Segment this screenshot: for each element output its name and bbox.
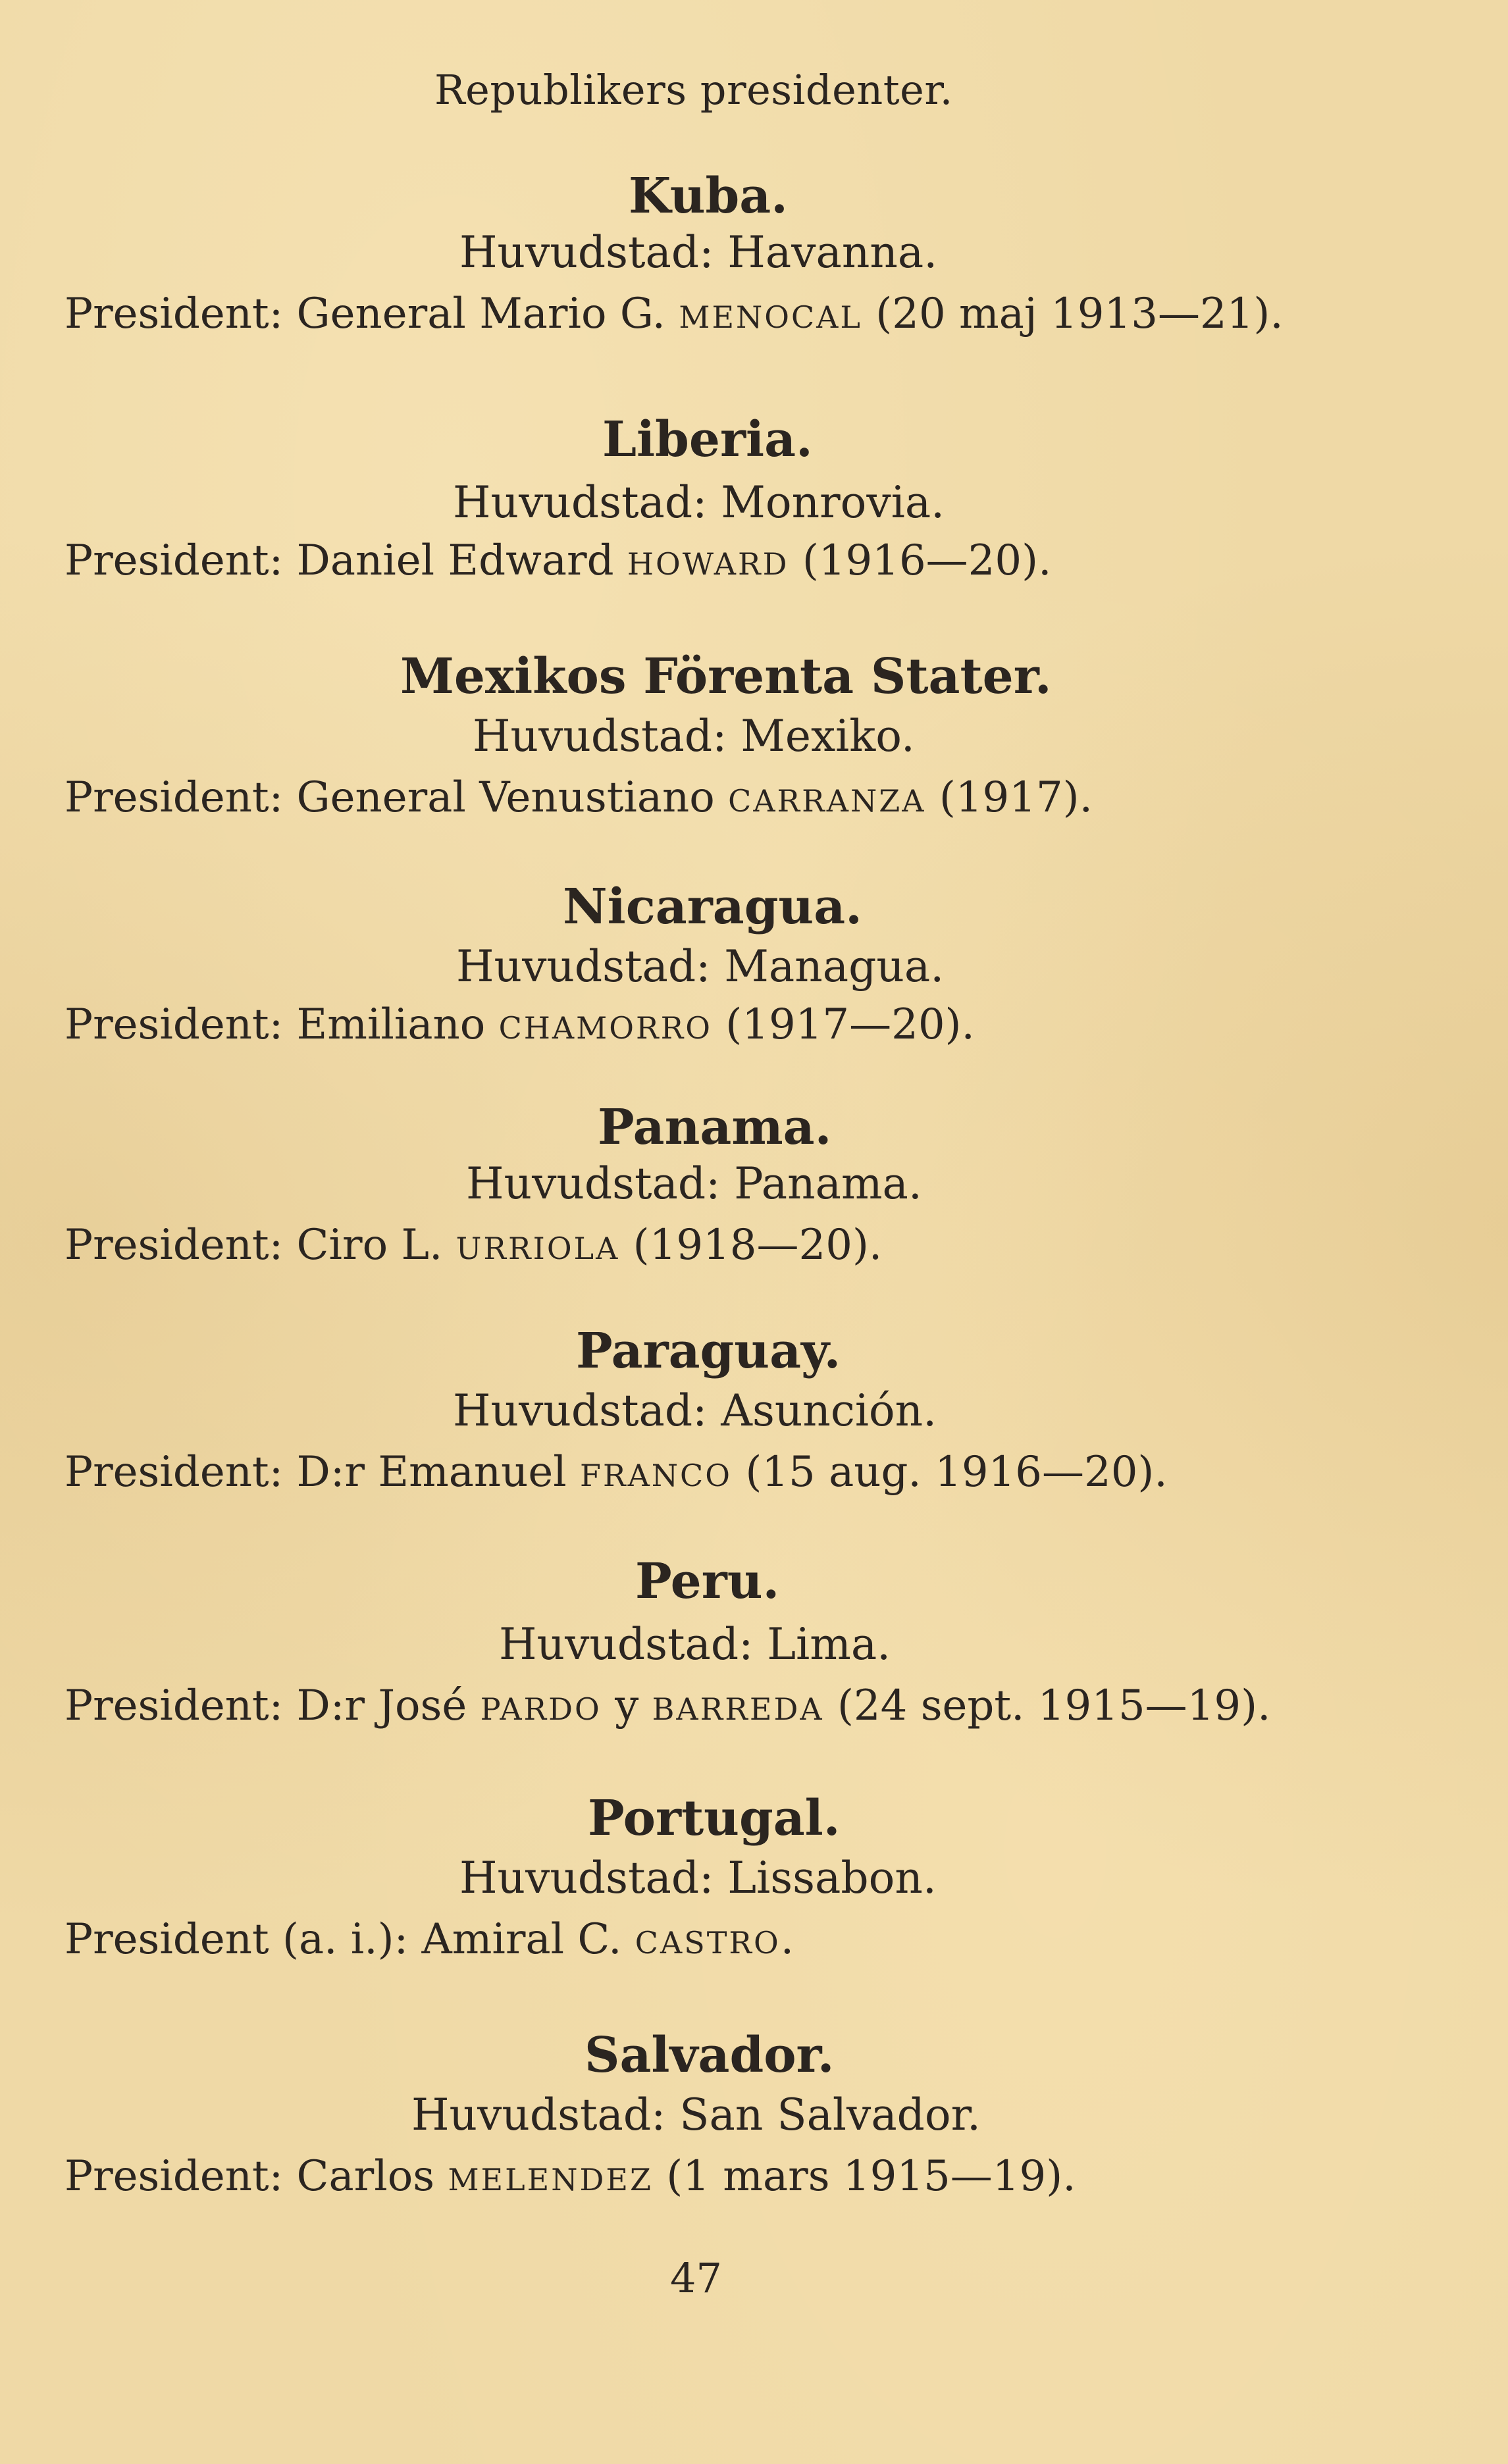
capital-line: Huvudstad: Asunción. (453, 1385, 937, 1436)
president-term: (15 aug. 1916—20). (745, 1448, 1168, 1497)
president-line (65, 2152, 1076, 2201)
capital-line: Huvudstad: Monrovia. (453, 477, 945, 528)
president-label: President: (65, 1000, 284, 1049)
president-name: Carlos (296, 2152, 435, 2201)
capital-line: Huvudstad: Managua. (456, 941, 945, 992)
president-surname-second: BARREDA (652, 1691, 824, 1727)
president-surname: CHAMORRO (498, 1010, 712, 1046)
president-line (65, 536, 1051, 585)
capital-line: Huvudstad: Panama. (466, 1158, 922, 1209)
president-surname: FRANCO (580, 1458, 732, 1493)
president-line (65, 1448, 1168, 1497)
country-name: Nicaragua. (563, 879, 862, 935)
country-name: Kuba. (629, 168, 788, 224)
president-term: (1 mars 1915—19). (666, 2152, 1076, 2201)
president-name: Amiral C. (421, 1915, 622, 1964)
president-surname: MELENDEZ (448, 2162, 653, 2197)
capital-line: Huvudstad: San Salvador. (411, 2090, 981, 2140)
president-term: (1917—20). (725, 1000, 975, 1049)
president-label: President: (65, 536, 284, 585)
president-label: President: (65, 1221, 284, 1270)
president-line (65, 290, 1284, 338)
country-name: Mexikos Förenta Stater. (400, 648, 1052, 705)
country-name: Salvador. (585, 2027, 835, 2084)
capital-line: Huvudstad: Havanna. (459, 227, 938, 278)
president-surname: CARRANZA (728, 783, 926, 819)
president-surname: PARDO (480, 1691, 602, 1727)
country-name: Paraguay. (576, 1323, 841, 1379)
president-surname: CASTRO (635, 1925, 781, 1961)
president-name: Ciro L. (296, 1221, 443, 1270)
president-name: Emiliano (296, 1000, 486, 1049)
country-name: Liberia. (602, 411, 813, 468)
president-term: (1916—20). (802, 536, 1052, 585)
president-line (65, 773, 1093, 822)
country-name: Panama. (598, 1099, 832, 1156)
president-name: D:r Emanuel (296, 1448, 567, 1497)
president-term: (20 maj 1913—21). (875, 290, 1284, 338)
capital-line: Huvudstad: Lissabon. (459, 1853, 937, 1903)
president-term: (1918—20). (633, 1221, 883, 1270)
president-surname: URRIOLA (455, 1231, 620, 1266)
president-label: President: (65, 290, 284, 338)
president-name: Daniel Edward (296, 536, 614, 585)
president-term: (1917). (939, 773, 1093, 822)
president-term: . (780, 1915, 794, 1964)
country-name: Peru. (635, 1553, 780, 1610)
country-name: Portugal. (588, 1790, 841, 1847)
president-surname: HOWARD (627, 546, 789, 582)
page-number: 47 (670, 2254, 722, 2302)
president-name: General Mario G. (296, 290, 665, 338)
president-name: D:r José (296, 1681, 467, 1730)
president-name: General Venustiano (296, 773, 715, 822)
president-label: President: (65, 2152, 284, 2201)
president-line (65, 1000, 975, 1049)
capital-line: Huvudstad: Mexiko. (473, 711, 915, 761)
running-head: Republikers presidenter. (434, 66, 953, 114)
capital-line: Huvudstad: Lima. (499, 1619, 891, 1670)
president-line (65, 1681, 1270, 1730)
president-term: (24 sept. 1915—19). (837, 1681, 1271, 1730)
president-label: President: (65, 1681, 284, 1730)
president-line (65, 1915, 794, 1964)
president-name-connector: y (615, 1681, 639, 1730)
president-label: President: (65, 1448, 284, 1497)
president-line (65, 1221, 882, 1270)
president-label: President: (65, 773, 284, 822)
president-label: President (a. i.): (65, 1915, 409, 1964)
president-surname: MENOCAL (679, 299, 862, 335)
